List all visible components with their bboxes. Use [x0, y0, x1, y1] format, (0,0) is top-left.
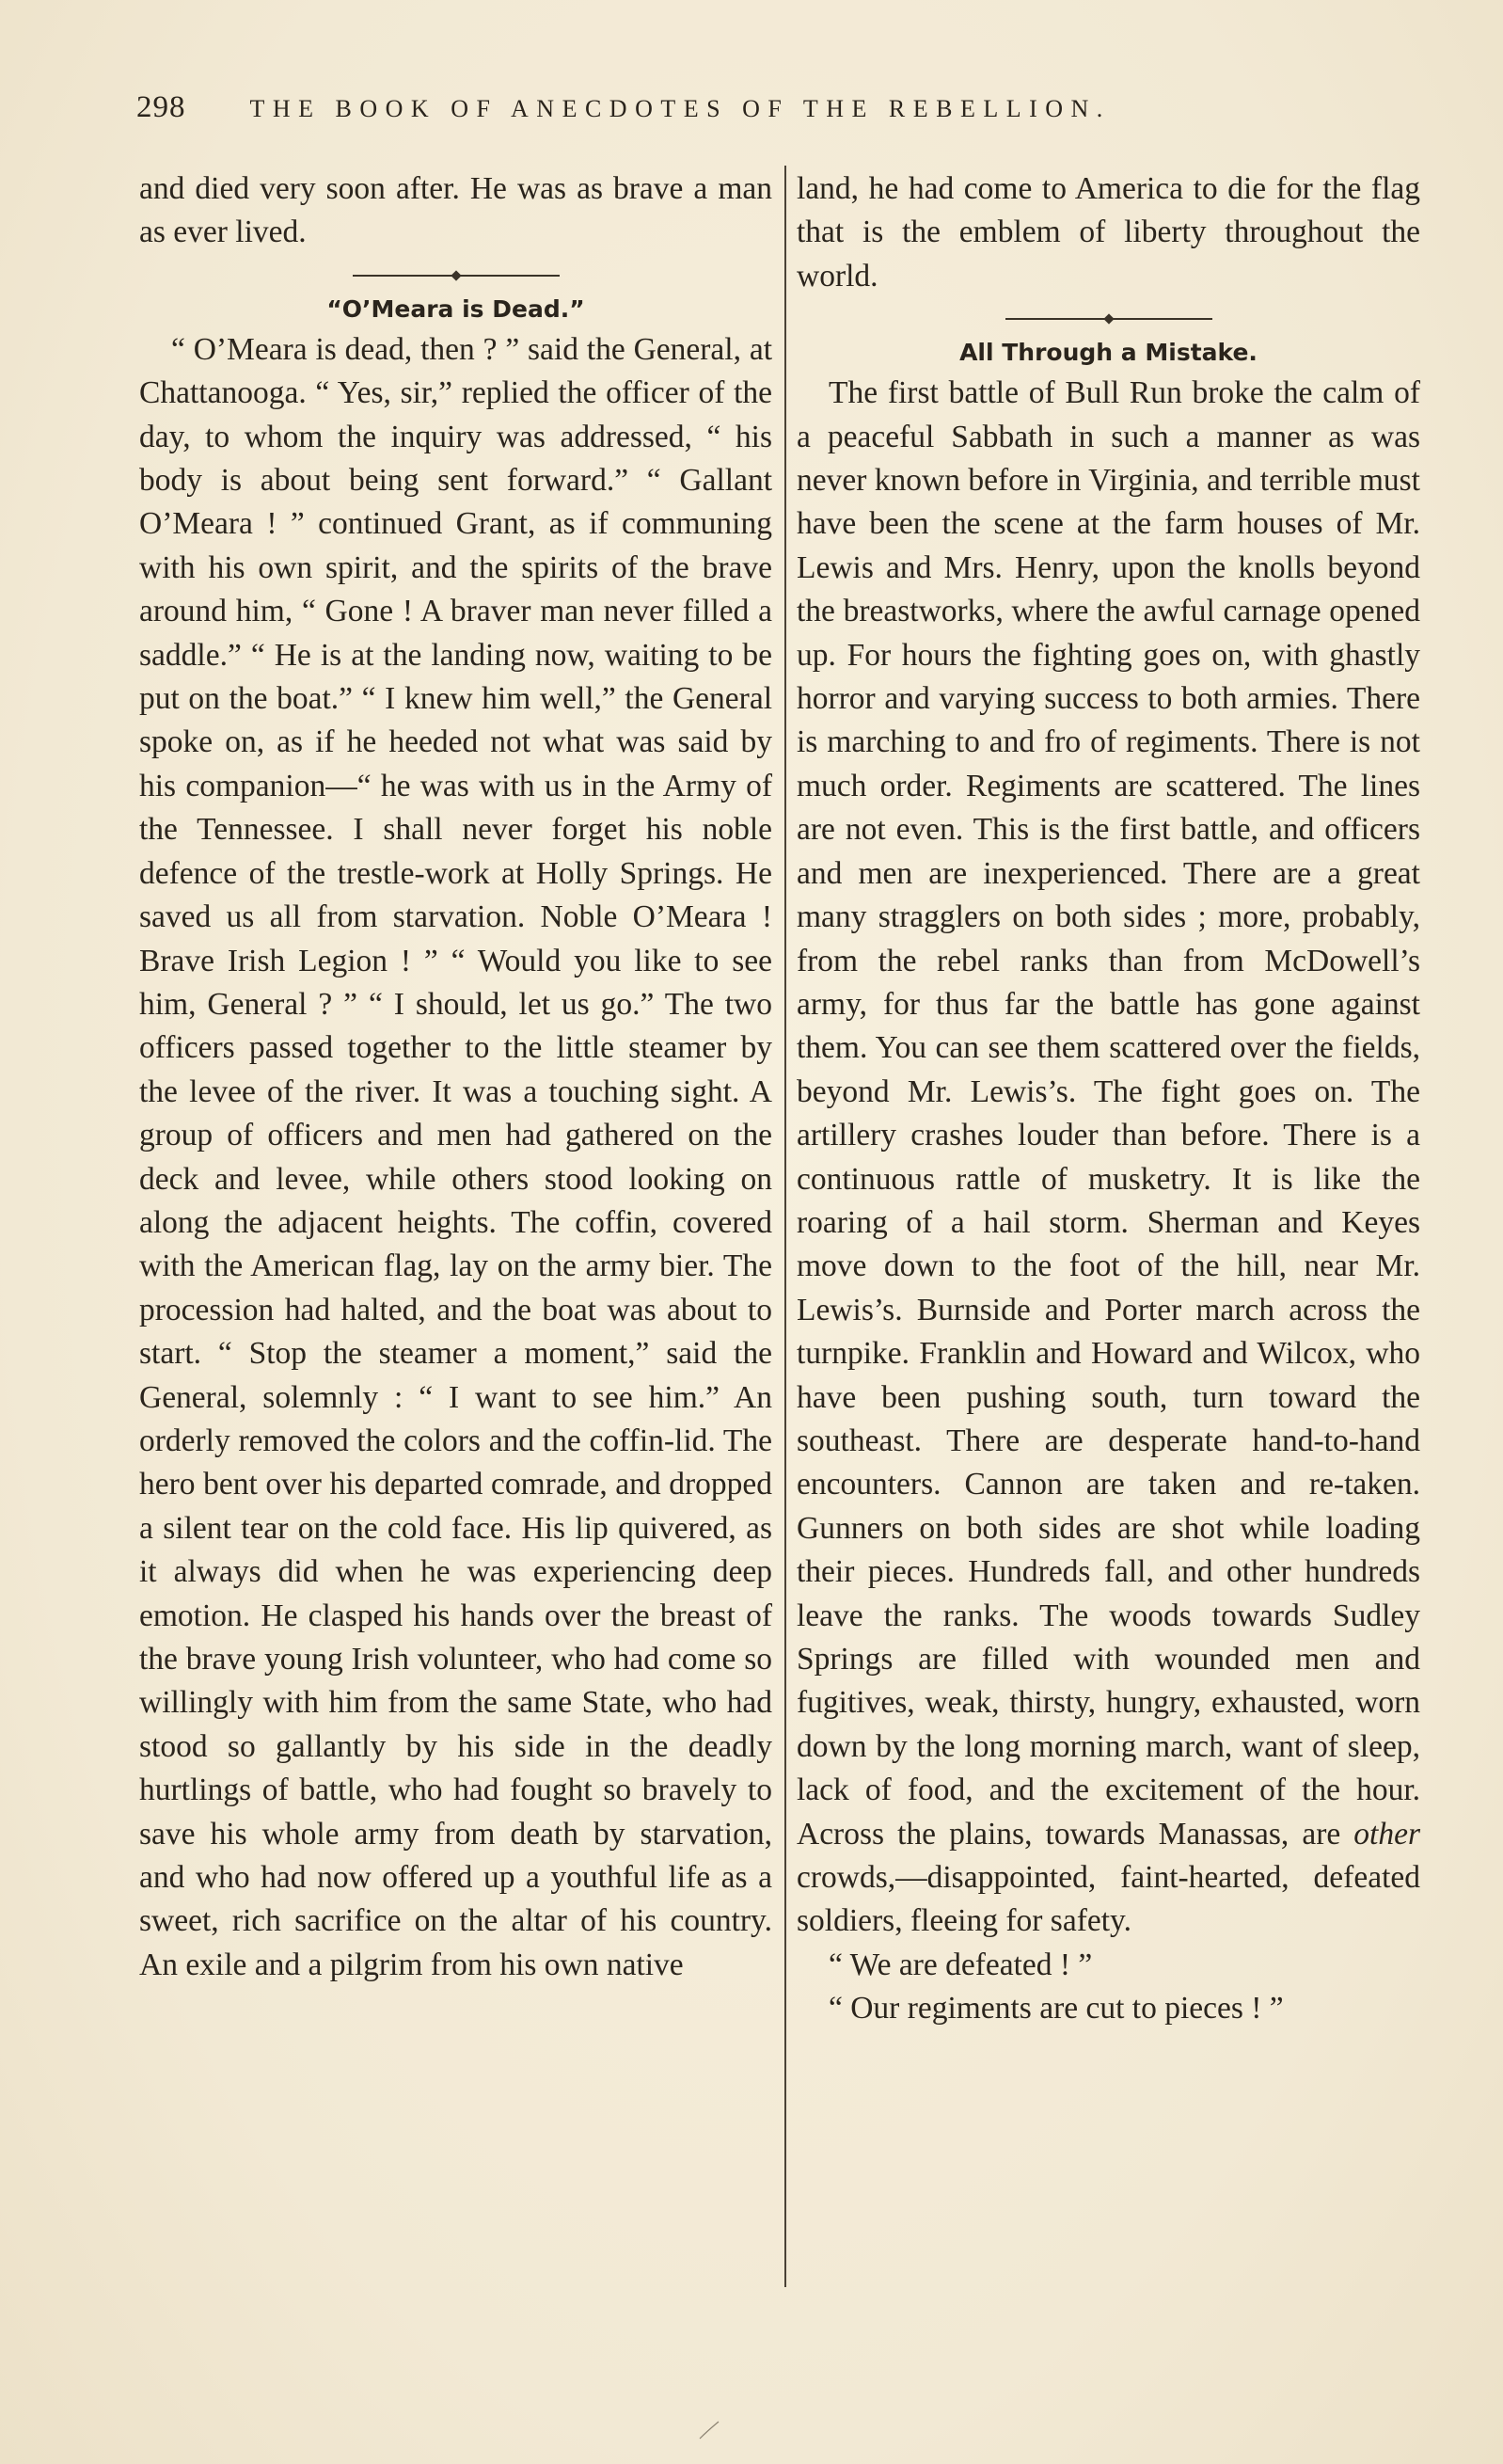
omeara-story-paragraph: “ O’Meara is dead, then ? ” said the General, at Chattanooga. “ Yes, sir,” replied the officer of the day, to whom the inquiry was addressed, “ his body is about being sent forward.” “ Gallant O’Meara ! ” continued Grant, as if communing with his own spirit, and the spirits of the brave around him, “ Gone ! A braver man never filled a saddle.” “ He is at the landing now, waiting to be put on the boat.” “ I knew him well,” the General spoke on, as if he heeded not what was said by his companion—“ he was with us in the Army of the Tennessee. I shall never forget his noble defence of the trestle-work at Holly Springs. He saved us all from starvation. Noble O’Meara ! Brave Irish Legion ! ” “ Would you like to see him, General ? ” “ I should, let us go.” The two officers passed together to the little steamer by the levee of the river. It was a touching sight. A group of officers and men had gathered on the deck and levee, while others stood looking on along the adjacent heights. The coffin, covered with the American flag, lay on the army bier. The procession had halted, and the boat was about to start. “ Stop the steamer a moment,” said the General, solemnly : “ I want to see him.” An orderly removed the colors and the coffin-lid. The hero bent over his departed comrade, and dropped a silent tear on the cold face. His lip quivered, as it always did when he was experiencing deep emotion. He clasped his hands over the breast of the brave young Irish volunteer, who had come so willingly with him from the same State, who had stood so gallantly by his side in the deadly hurtlings of battle, who had fought so bravely to save his whole army from death by starvation, and who had now offered up a youthful life as a sweet, rich sacrifice on the altar of his country. An exile and a pilgrim from his own native	[139, 331, 772, 1982]
continued-paragraph: land, he had come to America to die for the flag that is the emblem of liberty throughout the world.	[797, 171, 1420, 294]
column-divider	[784, 166, 786, 2287]
quote-regiments: “ Our regiments are cut to pieces ! ”	[829, 1991, 1284, 2027]
ink-mark-icon	[696, 2416, 722, 2442]
opening-paragraph: and died very soon after. He was as brave a man as ever lived.	[139, 171, 772, 250]
section-title-omeara: “O’Meara is Dead.”	[326, 294, 585, 323]
quote-defeated: “ We are defeated ! ”	[829, 1947, 1093, 1982]
bull-run-paragraph	[797, 372, 1420, 1944]
left-column	[139, 167, 772, 1987]
section-separator	[139, 262, 772, 289]
page-number: 298	[136, 90, 186, 124]
section-title-mistake: All Through a Mistake.	[959, 339, 1258, 367]
right-column	[797, 167, 1420, 2031]
running-head	[136, 90, 1279, 132]
ornament-diamond-icon	[451, 270, 461, 280]
bull-run-text-end: crowds,—disappointed, faint-hearted, defeated soldiers, fleeing for safety.	[797, 1860, 1420, 1939]
italic-word: other	[1353, 1816, 1421, 1852]
bull-run-text: The first battle of Bull Run broke the calm of a peaceful Sabbath in such a manner as was never known before in Virginia, and terrible must have been the scene at the farm houses of Mr. Lewis and Mrs. Henry, upon the knolls beyond the breastworks, where the awful carnage opened up. For hours the fighting goes on, with ghastly horror and varying success to both armies. There is marching to and fro of regiments. There is not much order. Regiments are scattered. The lines are not even. This is the first battle, and officers and men are inexperienced. There are a great many stragglers on both sides ; more, probably, from the rebel ranks than from McDowell’s army, for thus far the battle has gone against them. You can see them scattered over the fields, beyond Mr. Lewis’s. The fight goes on. The artillery crashes louder than before. There is a continuous rattle of musketry. It is like the roaring of a hail storm. Sherman and Keyes move down to the foot of the hill, near Mr. Lewis’s. Burnside and Porter march across the turnpike. Franklin and Howard and Wilcox, who have been pushing south, turn toward the southeast. There are desperate hand-to-hand encounters. Cannon are taken and re-taken. Gunners on both sides are shot while loading their pieces. Hundreds fall, and other hundreds leave the ranks. The woods towards Sudley Springs are filled with wounded men and fugitives, weak, thirsty, hungry, exhausted, worn down by the long morning march, want of sleep, lack of food, and the excitement of the hour. Across the plains, towards Manassas, are	[797, 375, 1420, 1852]
ornament-diamond-icon	[1103, 314, 1114, 325]
book-title: THE BOOK OF ANECDOTES OF THE REBELLION.	[249, 95, 1111, 122]
section-separator	[797, 306, 1420, 332]
